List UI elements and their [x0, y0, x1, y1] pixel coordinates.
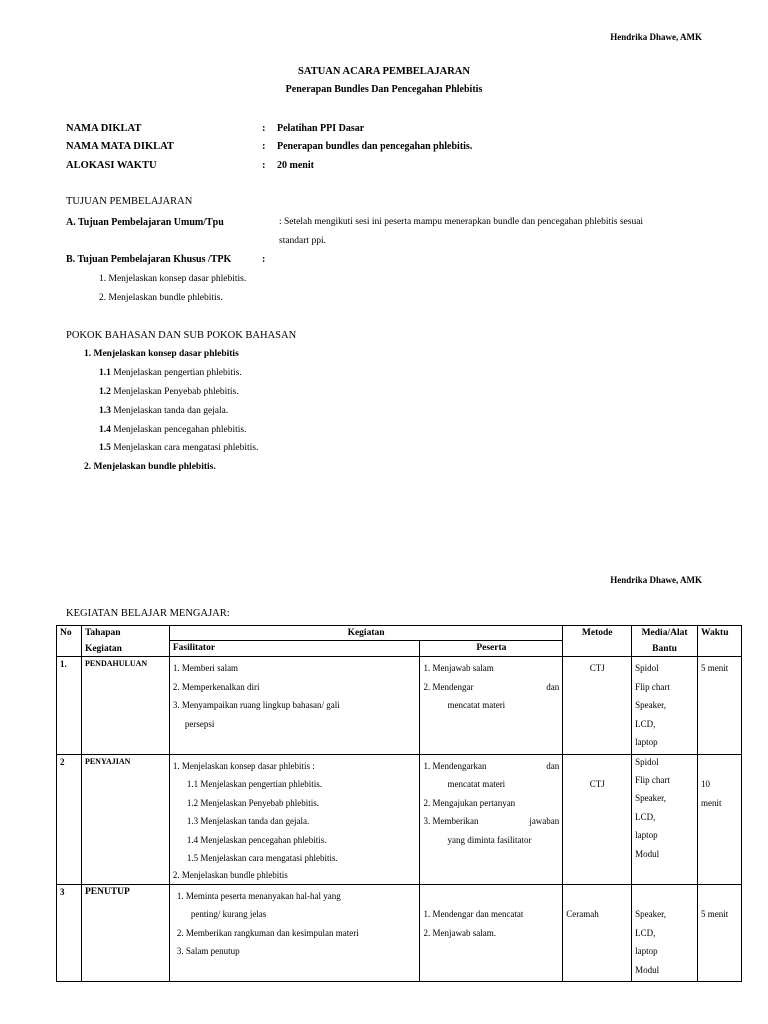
table-row	[57, 754, 742, 884]
cell-waktu: 5 menit	[698, 884, 742, 982]
info-value-alokasi-waktu: 20 menit	[277, 160, 314, 171]
info-colon: :	[262, 160, 266, 171]
tujuan-umum-text-cont: standart ppi.	[279, 236, 326, 246]
pokok-item: 2. Menjelaskan bundle phlebitis.	[84, 462, 216, 472]
author-header: Hendrika Dhawe, AMK	[610, 575, 702, 585]
info-value-nama-diklat: Pelatihan PPI Dasar	[277, 123, 365, 134]
document-subtitle: Penerapan Bundles Dan Pencegahan Phlebitis	[285, 84, 483, 95]
tujuan-khusus-label: B. Tujuan Pembelajaran Khusus /TPK	[66, 254, 232, 265]
tujuan-khusus-item: 2. Menjelaskan bundle phlebitis.	[99, 293, 223, 303]
cell-waktu: 5 menit	[698, 657, 742, 755]
kbm-heading: KEGIATAN BELAJAR MENGAJAR:	[66, 608, 230, 619]
info-label-alokasi-waktu: ALOKASI WAKTU	[66, 160, 157, 171]
header-kegiatan: Kegiatan	[169, 626, 562, 641]
tujuan-heading: TUJUAN PEMBELAJARAN	[66, 196, 193, 207]
cell-tahapan: PENYAJIAN	[81, 754, 169, 884]
cell-no: 2	[57, 754, 82, 884]
header-peserta: Peserta	[420, 641, 563, 657]
header-fasilitator: Fasilitator	[169, 641, 420, 657]
cell-media: Spidol Flip chart Speaker, LCD, laptop Modul	[632, 754, 698, 884]
info-label-nama-diklat: NAMA DIKLAT	[66, 123, 142, 134]
header-media: Media/Alat Bantu	[632, 626, 698, 657]
cell-media: Speaker, LCD, laptop Modul	[632, 884, 698, 982]
info-colon: :	[262, 123, 266, 134]
author-header: Hendrika Dhawe, AMK	[610, 32, 702, 42]
pokok-subitem: 1.4 Menjelaskan pencegahan phlebitis.	[99, 425, 247, 435]
kbm-table	[56, 625, 742, 982]
tujuan-umum-text: : Setelah mengikuti sesi ini peserta mampu menerapkan bundle dan pencegahan phlebitis sesuai	[279, 217, 644, 227]
info-value-nama-mata-diklat: Penerapan bundles dan pencegahan phlebitis.	[277, 141, 473, 152]
header-tahapan: Tahapan Kegiatan	[81, 626, 169, 657]
header-no: No	[57, 626, 82, 657]
info-colon: :	[262, 141, 266, 152]
tujuan-khusus-item: 1. Menjelaskan konsep dasar phlebitis.	[99, 274, 247, 284]
pokok-subitem: 1.2 Menjelaskan Penyebab phlebitis.	[99, 387, 239, 397]
cell-tahapan: PENDAHULUAN	[81, 657, 169, 755]
pokok-subitem: 1.5 Menjelaskan cara mengatasi phlebitis.	[99, 443, 259, 453]
header-metode: Metode	[563, 626, 632, 657]
info-label-nama-mata-diklat: NAMA MATA DIKLAT	[66, 141, 174, 152]
cell-tahapan: PENUTUP	[81, 884, 169, 982]
cell-peserta: 1. Menjawab salam 2. Mendengar dan mencatat materi	[420, 657, 563, 755]
document-title: SATUAN ACARA PEMBELAJARAN	[298, 66, 470, 77]
cell-peserta: 1. Mendengarkan dan mencatat materi 2. Mengajukan pertanyan 3. Memberikan jawaban yang diminta fasilitator	[420, 754, 563, 884]
header-waktu: Waktu	[698, 626, 742, 657]
cell-metode: Ceramah	[563, 884, 632, 982]
table-row	[57, 657, 742, 755]
cell-fasilitator: 1. Menjelaskan konsep dasar phlebitis : 1.1 Menjelaskan pengertian phlebitis. 1.2 Menjelaskan Penyebab phlebitis. 1.3 Menjelaskan tanda dan gejala. 1.4 Menjelaskan pencegahan phlebitis. 1.5 Menjelaskan cara mengatasi phlebitis. 2. Menjelaskan bundle phlebitis	[169, 754, 420, 884]
cell-metode: CTJ	[563, 657, 632, 755]
tujuan-khusus-colon: :	[262, 254, 266, 265]
cell-fasilitator: 1. Memberi salam 2. Memperkenalkan diri 3. Menyampaikan ruang lingkup bahasan/ gali persepsi	[169, 657, 420, 755]
cell-fasilitator: 1. Meminta peserta menanyakan hal-hal yang penting/ kurang jelas 2. Memberikan rangkuman dan kesimpulan materi 3. Salam penutup	[169, 884, 420, 982]
cell-no: 3	[57, 884, 82, 982]
pokok-item: 1. Menjelaskan konsep dasar phlebitis	[84, 349, 239, 359]
cell-waktu: 10 menit	[698, 754, 742, 884]
table-header-row	[57, 626, 742, 641]
cell-media: Spidol Flip chart Speaker, LCD, laptop	[632, 657, 698, 755]
pokok-subitem: 1.3 Menjelaskan tanda dan gejala.	[99, 406, 229, 416]
table-row	[57, 884, 742, 982]
cell-peserta: 1. Mendengar dan mencatat 2. Menjawab salam.	[420, 884, 563, 982]
pokok-subitem: 1.1 Menjelaskan pengertian phlebitis.	[99, 368, 242, 378]
tujuan-umum-label: A. Tujuan Pembelajaran Umum/Tpu	[66, 217, 224, 228]
cell-no: 1.	[57, 657, 82, 755]
cell-metode: CTJ	[563, 754, 632, 884]
pokok-heading: POKOK BAHASAN DAN SUB POKOK BAHASAN	[66, 330, 297, 341]
